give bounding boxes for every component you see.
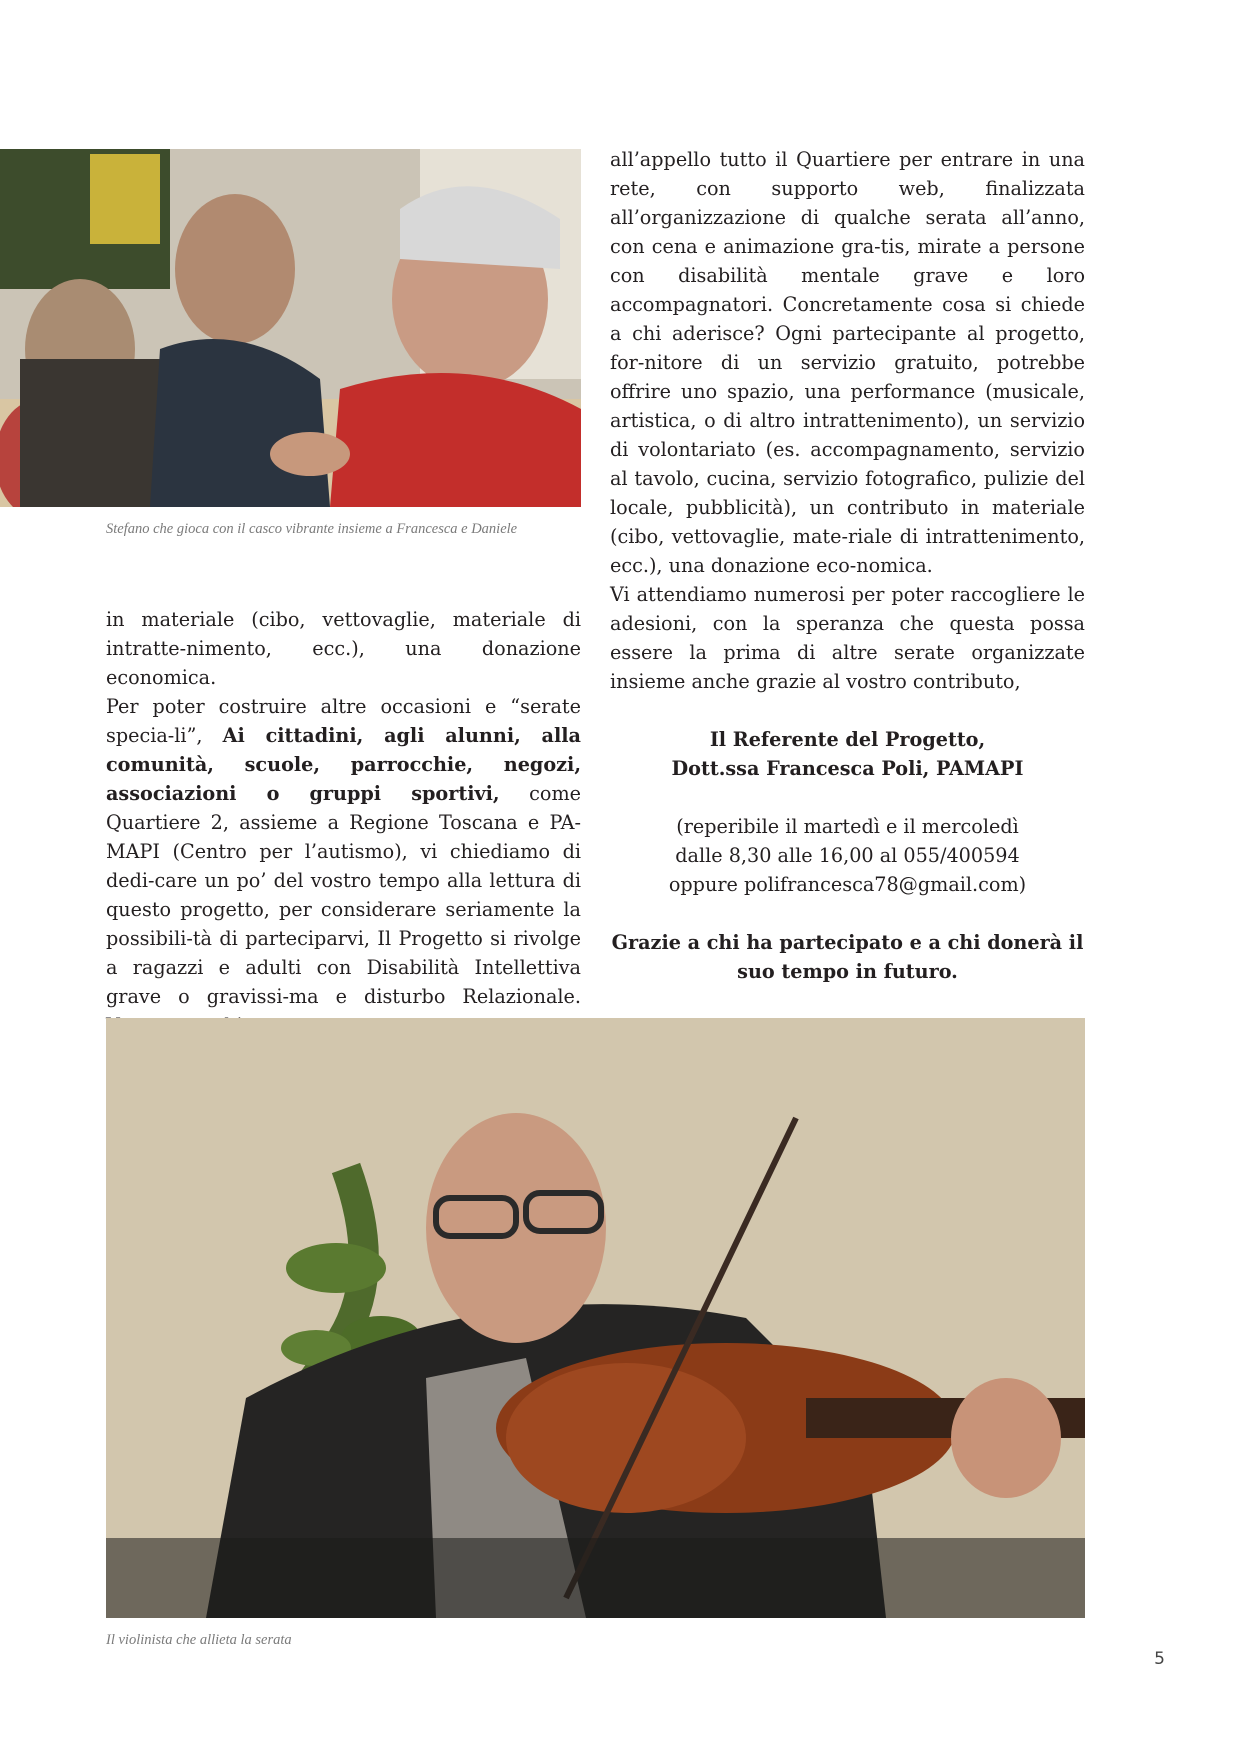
- left-p2-lead: Per poter costruire altre occasioni e “serate specia-li”,: [106, 695, 581, 747]
- right-paragraph-2: Vi attendiamo numerosi per poter raccogliere le adesioni, con la speranza che questa possa essere la prima di altre serate organizzate insieme anche grazie al vostro contributo,: [610, 583, 1085, 693]
- caption-bottom: Il violinista che allieta la serata: [106, 1632, 292, 1648]
- signoff-name: Dott.ssa Francesca Poli, PAMAPI: [671, 757, 1024, 780]
- page-number: 5: [1154, 1649, 1165, 1669]
- contact-line-2: dalle 8,30 alle 16,00 al 055/400594: [675, 844, 1020, 867]
- left-column: [106, 605, 581, 1040]
- right-column: [610, 145, 1085, 986]
- left-p2-bold: Ai cittadini, agli alunni, alla comunità, scuole, parrocchie, negozi, associazioni o gruppi sportivi,: [106, 724, 581, 805]
- signoff-title: Il Referente del Progetto,: [709, 728, 986, 751]
- left-p2-rest: come Quartiere 2, assieme a Regione Toscana e PA-MAPI (Centro per l’autismo), vi chiediamo di dedi-care un po’ del vostro tempo alla lettura di questo progetto, per considerare seriamente la possibili-tà di parteciparvi, Il Progetto si rivolge a ragazzi e adulti con Disabilità Intellettiva grave o gravissi-ma e disturbo Relazionale.: [106, 782, 581, 1008]
- contact-line-1: (reperibile il martedì e il mercoledì: [676, 815, 1019, 838]
- caption-top: Stefano che gioca con il casco vibrante insieme a Francesca e Daniele: [106, 521, 518, 537]
- photo-violinista: [106, 1018, 1085, 1618]
- right-paragraph-1: all’appello tutto il Quartiere per entrare in una rete, con supporto web, finalizzata all’organizzazione di qualche serata all’anno, con cena e animazione gra-tis, mirate a persone con disabilità mentale grave e loro accompagnatori. Concretamente cosa si chiede a chi aderisce? Ogni partecipante al progetto, for-nitore di un servizio gratuito, potrebbe offrire uno spazio, una performance (musicale, artistica, o di altro intrattenimento), un servizio di volontariato (es. accompagnamento, servizio al tavolo, cucina, servizio fotografico, pulizie del locale, pubblicità), un contributo in materiale (cibo, vettovaglie, mate-riale di intrattenimento, ecc.), una donazione eco-nomica.: [610, 148, 1085, 577]
- left-paragraph-1: in materiale (cibo, vettovaglie, materiale di intratte-nimento, ecc.), una donazione economica.: [106, 608, 581, 689]
- left-paragraph-2: [106, 692, 581, 1040]
- thanks-text: Grazie a chi ha partecipato e a chi donerà il suo tempo in futuro.: [611, 931, 1084, 983]
- contact-line-3: oppure polifrancesca78@gmail.com): [668, 873, 1027, 896]
- photo-casco-vibrante: [0, 149, 581, 507]
- signoff: [610, 725, 1085, 986]
